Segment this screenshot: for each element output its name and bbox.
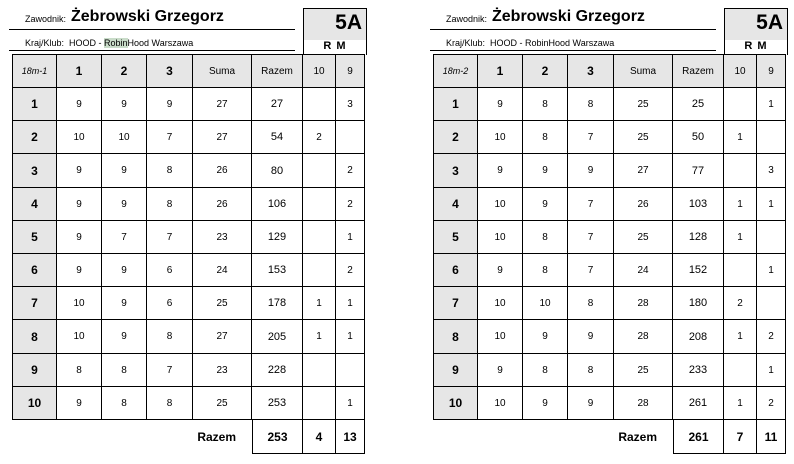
end-number: 3 (433, 154, 478, 188)
end-number: 7 (12, 287, 57, 320)
arrow-score: 9 (568, 320, 614, 354)
arrow-score: 9 (478, 88, 523, 121)
arrow-score: 7 (568, 121, 614, 154)
arrow-score: 9 (568, 387, 614, 420)
arrow-score: 9 (523, 387, 568, 420)
arrow-score: 9 (57, 88, 102, 121)
arrow-score: 8 (147, 320, 193, 354)
tens-count: 1 (724, 121, 757, 154)
arrow-column-header: 3 (147, 54, 193, 88)
target-number: 5A (335, 11, 362, 34)
nines-count (336, 354, 365, 387)
tens-count (303, 188, 336, 221)
arrow-score: 8 (523, 121, 568, 154)
running-total: 208 (673, 320, 724, 354)
club-name-rest: RobinHood Warszawa (525, 38, 615, 48)
header-rule (430, 50, 716, 51)
tens-count (303, 154, 336, 188)
end-number: 5 (433, 221, 478, 254)
end-number: 7 (433, 287, 478, 320)
arrow-score: 9 (57, 221, 102, 254)
tens-column-header: 10 (724, 54, 757, 88)
arrow-score: 9 (102, 154, 147, 188)
running-total: 233 (673, 354, 724, 387)
tens-count: 1 (303, 320, 336, 354)
total-column-header: Razem (673, 54, 724, 88)
arrow-score: 10 (523, 287, 568, 320)
end-sum: 23 (193, 221, 252, 254)
nines-count: 2 (336, 188, 365, 221)
arrow-score: 9 (523, 188, 568, 221)
arrow-column-header: 2 (523, 54, 568, 88)
nines-count: 2 (757, 320, 786, 354)
nines-count: 1 (757, 88, 786, 121)
tens-count: 1 (724, 387, 757, 420)
club-label: Kraj/Klub: (446, 38, 486, 48)
tens-count: 1 (724, 320, 757, 354)
arrow-score: 9 (478, 254, 523, 287)
end-number: 4 (12, 188, 57, 221)
arrow-score: 9 (523, 320, 568, 354)
arrow-score: 10 (57, 287, 102, 320)
nines-count: 3 (336, 88, 365, 121)
end-number: 10 (12, 387, 57, 420)
arrow-score: 9 (147, 88, 193, 121)
club-name (104, 38, 193, 48)
arrow-score: 10 (478, 287, 523, 320)
arrow-score: 8 (568, 88, 614, 121)
club-label: Kraj/Klub: (25, 38, 65, 48)
arrow-score: 7 (568, 221, 614, 254)
arrow-score: 9 (57, 188, 102, 221)
grand-total: 253 (252, 420, 303, 454)
end-sum: 27 (193, 121, 252, 154)
running-total: 54 (252, 121, 303, 154)
end-number: 6 (433, 254, 478, 287)
arrow-score: 8 (523, 354, 568, 387)
arrow-score: 9 (57, 254, 102, 287)
arrow-score: 6 (147, 287, 193, 320)
nines-column-header: 9 (336, 54, 365, 88)
tens-count (303, 387, 336, 420)
scorecard (430, 0, 790, 464)
end-sum: 25 (193, 287, 252, 320)
end-number: 8 (12, 320, 57, 354)
end-sum: 26 (614, 188, 673, 221)
arrow-score: 8 (147, 188, 193, 221)
nines-count (757, 121, 786, 154)
running-total: 178 (252, 287, 303, 320)
arrow-column-header: 3 (568, 54, 614, 88)
total-tens: 7 (724, 420, 757, 454)
running-total: 205 (252, 320, 303, 354)
arrow-score: 8 (102, 354, 147, 387)
tens-count (724, 154, 757, 188)
running-total: 152 (673, 254, 724, 287)
header-rule (430, 29, 716, 30)
arrow-score: 9 (102, 320, 147, 354)
totals-label: Razem (618, 430, 657, 444)
running-total: 27 (252, 88, 303, 121)
arrow-column-header: 1 (57, 54, 102, 88)
running-total: 128 (673, 221, 724, 254)
end-number: 4 (433, 188, 478, 221)
end-number: 8 (433, 320, 478, 354)
tens-column-header: 10 (303, 54, 336, 88)
distance-label: 18m-2 (433, 54, 478, 88)
arrow-score: 9 (102, 188, 147, 221)
end-sum: 28 (614, 287, 673, 320)
running-total: 77 (673, 154, 724, 188)
competitor-label: Zawodnik: (25, 14, 67, 24)
target-box (303, 8, 367, 55)
arrow-score: 9 (102, 254, 147, 287)
end-sum: 25 (614, 121, 673, 154)
tens-count (303, 88, 336, 121)
competitor-label: Zawodnik: (446, 14, 488, 24)
nines-count: 1 (757, 254, 786, 287)
arrow-score: 9 (102, 88, 147, 121)
running-total: 253 (252, 387, 303, 420)
nines-count: 3 (757, 154, 786, 188)
arrow-score: 10 (478, 188, 523, 221)
running-total: 50 (673, 121, 724, 154)
arrow-column-header: 2 (102, 54, 147, 88)
end-number: 2 (12, 121, 57, 154)
tens-count: 1 (724, 188, 757, 221)
end-number: 9 (433, 354, 478, 387)
arrow-score: 10 (102, 121, 147, 154)
running-total: 153 (252, 254, 303, 287)
end-number: 1 (12, 88, 57, 121)
nines-count: 1 (336, 320, 365, 354)
arrow-score: 7 (147, 354, 193, 387)
tens-count (303, 354, 336, 387)
nines-count: 1 (757, 188, 786, 221)
rm-label: R M (323, 40, 347, 52)
tens-count: 2 (303, 121, 336, 154)
nines-count: 1 (757, 354, 786, 387)
end-sum: 28 (614, 387, 673, 420)
rm-label: R M (744, 40, 768, 52)
club-name-highlight: Robin (104, 38, 128, 48)
end-number: 3 (12, 154, 57, 188)
total-column-header: Razem (252, 54, 303, 88)
end-sum: 24 (614, 254, 673, 287)
running-total: 25 (673, 88, 724, 121)
running-total: 228 (252, 354, 303, 387)
nines-count: 2 (336, 154, 365, 188)
tens-count (724, 254, 757, 287)
nines-count: 1 (336, 221, 365, 254)
running-total: 261 (673, 387, 724, 420)
end-number: 2 (433, 121, 478, 154)
tens-count (303, 221, 336, 254)
running-total: 129 (252, 221, 303, 254)
arrow-score: 10 (478, 320, 523, 354)
end-sum: 23 (193, 354, 252, 387)
sum-column-header: Suma (193, 54, 252, 88)
nines-column-header: 9 (757, 54, 786, 88)
tens-count (724, 354, 757, 387)
arrow-score: 8 (568, 354, 614, 387)
end-sum: 25 (193, 387, 252, 420)
end-sum: 27 (614, 154, 673, 188)
arrow-score: 8 (523, 88, 568, 121)
target-box (724, 8, 788, 55)
end-sum: 25 (614, 354, 673, 387)
arrow-score: 7 (147, 121, 193, 154)
club-name-rest: Hood Warszawa (127, 38, 194, 48)
nines-count (757, 221, 786, 254)
end-sum: 25 (614, 88, 673, 121)
end-sum: 27 (193, 88, 252, 121)
arrow-score: 8 (523, 254, 568, 287)
arrow-column-header: 1 (478, 54, 523, 88)
total-tens: 4 (303, 420, 336, 454)
end-number: 5 (12, 221, 57, 254)
grand-total: 261 (673, 420, 724, 454)
arrow-score: 8 (147, 387, 193, 420)
arrow-score: 7 (568, 188, 614, 221)
end-sum: 26 (193, 154, 252, 188)
nines-count: 1 (336, 387, 365, 420)
arrow-score: 9 (523, 154, 568, 188)
arrow-score: 8 (523, 221, 568, 254)
arrow-score: 9 (57, 154, 102, 188)
arrow-score: 6 (147, 254, 193, 287)
arrow-score: 10 (478, 387, 523, 420)
nines-count (757, 287, 786, 320)
club-code: HOOD - (490, 38, 523, 48)
running-total: 103 (673, 188, 724, 221)
header-rule (9, 29, 295, 30)
tens-count: 1 (303, 287, 336, 320)
end-sum: 28 (614, 320, 673, 354)
club-code: HOOD - (69, 38, 102, 48)
end-sum: 26 (193, 188, 252, 221)
end-number: 10 (433, 387, 478, 420)
distance-label: 18m-1 (12, 54, 57, 88)
end-sum: 24 (193, 254, 252, 287)
end-sum: 25 (614, 221, 673, 254)
nines-count (336, 121, 365, 154)
arrow-score: 10 (57, 121, 102, 154)
arrow-score: 8 (102, 387, 147, 420)
end-number: 9 (12, 354, 57, 387)
arrow-score: 9 (478, 354, 523, 387)
tens-count (724, 88, 757, 121)
target-number: 5A (756, 11, 783, 34)
tens-count: 2 (724, 287, 757, 320)
arrow-score: 9 (57, 387, 102, 420)
running-total: 180 (673, 287, 724, 320)
arrow-score: 10 (57, 320, 102, 354)
arrow-score: 8 (147, 154, 193, 188)
arrow-score: 7 (102, 221, 147, 254)
running-total: 80 (252, 154, 303, 188)
total-nines: 11 (757, 420, 786, 454)
competitor-name: Żebrowski Grzegorz (71, 8, 224, 25)
arrow-score: 9 (568, 154, 614, 188)
sum-column-header: Suma (614, 54, 673, 88)
totals-label: Razem (197, 430, 236, 444)
competitor-name: Żebrowski Grzegorz (492, 8, 645, 25)
end-sum: 27 (193, 320, 252, 354)
arrow-score: 7 (147, 221, 193, 254)
header-rule (9, 50, 295, 51)
total-nines: 13 (336, 420, 365, 454)
arrow-score: 7 (568, 254, 614, 287)
club-name (525, 38, 614, 48)
end-number: 1 (433, 88, 478, 121)
nines-count: 1 (336, 287, 365, 320)
end-number: 6 (12, 254, 57, 287)
arrow-score: 8 (57, 354, 102, 387)
scorecard (9, 0, 369, 464)
running-total: 106 (252, 188, 303, 221)
arrow-score: 9 (478, 154, 523, 188)
arrow-score: 9 (102, 287, 147, 320)
arrow-score: 8 (568, 287, 614, 320)
arrow-score: 10 (478, 121, 523, 154)
arrow-score: 10 (478, 221, 523, 254)
tens-count (303, 254, 336, 287)
tens-count: 1 (724, 221, 757, 254)
nines-count: 2 (336, 254, 365, 287)
nines-count: 2 (757, 387, 786, 420)
